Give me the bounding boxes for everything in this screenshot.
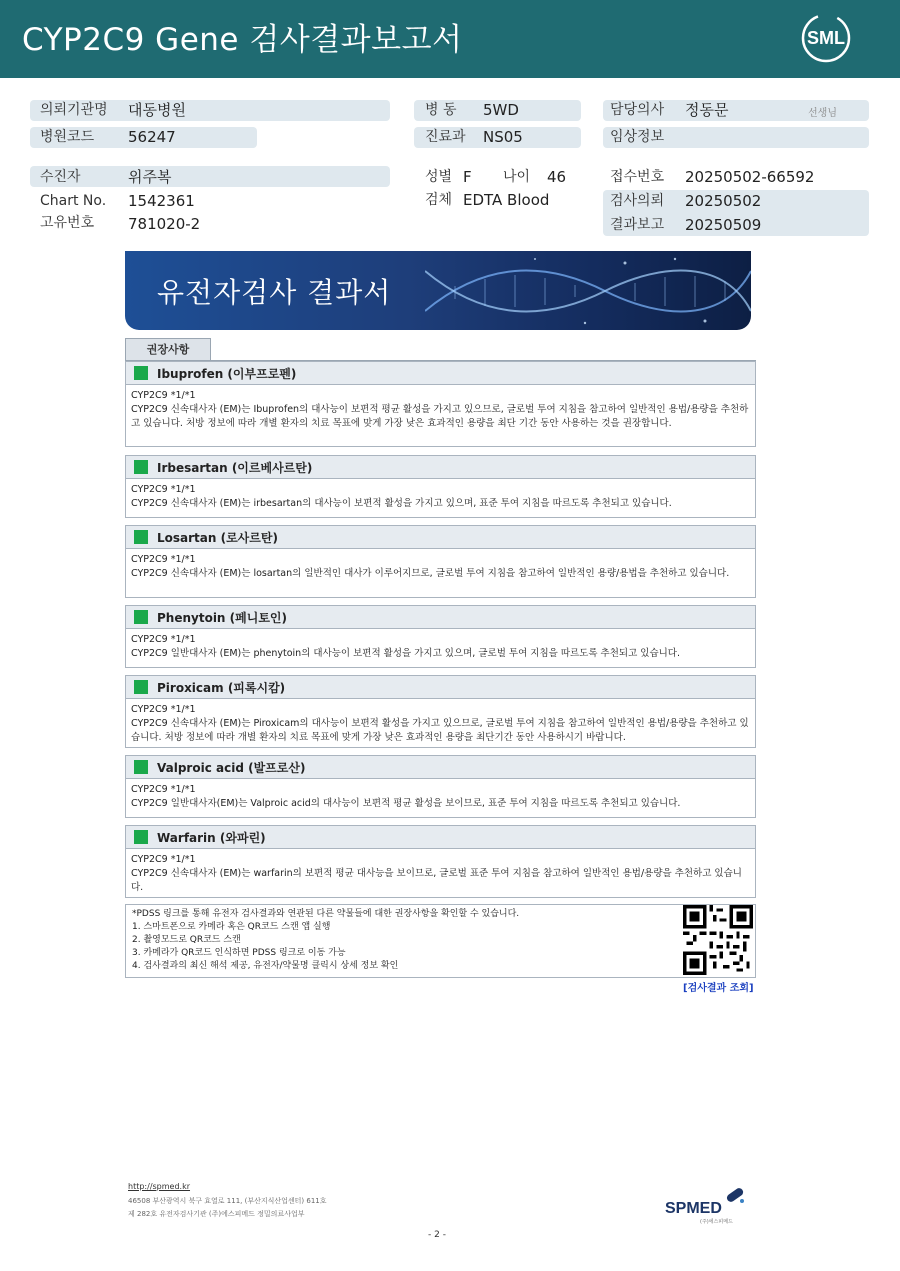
drug-name: Valproic acid (발프로산): [157, 761, 306, 775]
chart-value: 1542361: [128, 192, 195, 210]
result-lookup-link[interactable]: [검사결과 조회]: [683, 983, 754, 994]
footer-link[interactable]: http://spmed.kr: [128, 1182, 191, 1191]
doctor-label: 담당의사: [610, 102, 665, 118]
dept-label: 진료과: [425, 129, 466, 145]
request-value: 20250502: [685, 192, 762, 210]
drug-genotype: CYP2C9 *1/*1: [131, 854, 196, 865]
drug-marker-icon: [134, 680, 148, 694]
note-line: 1. 스마트폰으로 카메라 혹은 QR코드 스캔 앱 실행: [132, 922, 331, 932]
drug-marker-icon: [134, 610, 148, 624]
capsule-icon: [723, 1183, 747, 1207]
sex-label: 성별: [425, 169, 453, 185]
qr-code-icon[interactable]: [683, 905, 753, 975]
patient-row: [30, 166, 390, 187]
drug-genotype: CYP2C9 *1/*1: [131, 704, 196, 715]
dna-helix-icon: [425, 251, 751, 330]
drug-block-phenytoin: [125, 605, 756, 668]
specimen-value: EDTA Blood: [463, 191, 550, 209]
unique-label: 고유번호: [40, 215, 95, 231]
drug-block-warfarin: [125, 825, 756, 898]
age-value: 46: [547, 168, 567, 186]
drug-name: Ibuprofen (이부프로펜): [157, 367, 297, 381]
specimen-label: 검체: [425, 192, 453, 208]
age-label: 나이: [503, 169, 531, 185]
receipt-label: 접수번호: [610, 169, 665, 185]
tab-recommendations[interactable]: 권장사항: [125, 338, 211, 361]
drug-genotype: CYP2C9 *1/*1: [131, 390, 196, 401]
spmed-sub: (주)에스피메드: [700, 1219, 733, 1225]
ward-value: 5WD: [483, 101, 519, 119]
drug-block-ibuprofen: [125, 361, 756, 447]
drug-name: Irbesartan (이르베사르탄): [157, 461, 313, 475]
drug-genotype: CYP2C9 *1/*1: [131, 634, 196, 645]
receipt-value: 20250502-66592: [685, 168, 815, 186]
drug-recommendation: CYP2C9 신속대사자 (EM)는 Piroxicam의 대사능이 보편적 활성을 가지고 있으므로, 글로벌 투여 지침을 참고하여 일반적인 용법/용량을 추천하고 있습니다. 처방 정보에 따라 개별 환자의 치료 목표에 맞게 가장 낮은 효과적인 용량을 최단기간 동안 사용하시기 바랍니다.: [131, 718, 749, 743]
report-label: 결과보고: [610, 217, 665, 233]
drug-name: Losartan (로사르탄): [157, 531, 278, 545]
drug-marker-icon: [134, 460, 148, 474]
drug-marker-icon: [134, 760, 148, 774]
drug-genotype: CYP2C9 *1/*1: [131, 484, 196, 495]
drug-block-piroxicam: [125, 675, 756, 748]
result-banner: [125, 251, 751, 330]
sex-value: F: [463, 168, 472, 186]
report-title: CYP2C9 Gene 검사결과보고서: [22, 22, 463, 58]
drug-name: Phenytoin (페니토인): [157, 611, 287, 625]
drug-name: Warfarin (와파린): [157, 831, 266, 845]
drug-recommendation: CYP2C9 일반대사자 (EM)는 phenytoin의 대사능이 보편적 활성을 가지고 있으며, 글로벌 투여 지침을 따르도록 추천되고 있습니다.: [131, 648, 680, 659]
drug-genotype: CYP2C9 *1/*1: [131, 554, 196, 565]
sml-logo-text: SML: [807, 28, 845, 48]
drug-name: Piroxicam (피록시캄): [157, 681, 286, 695]
drug-recommendation: CYP2C9 신속대사자 (EM)는 Ibuprofen의 대사능이 보편적 평균 활성을 가지고 있으므로, 글로벌 투여 지침을 참고하여 일반적인 용법/용량을 추천하고 있습니다. 처방 정보에 따라 개별 환자의 치료 목표에 맞게 가장 낮은 효과적인 용량을 최단 기간 동안 사용하는 것을 권장합니다.: [131, 404, 749, 429]
clinical-label: 임상정보: [610, 129, 665, 145]
dept-value: NS05: [483, 128, 523, 146]
request-label: 검사의뢰: [610, 193, 665, 209]
drug-marker-icon: [134, 830, 148, 844]
pdss-note: [125, 904, 756, 978]
doctor-value: 정동문: [685, 101, 729, 119]
unique-value: 781020-2: [128, 215, 201, 233]
drug-block-losartan: [125, 525, 756, 598]
patient-label: 수진자: [40, 169, 81, 185]
chart-label: Chart No.: [40, 193, 107, 209]
institution-value: 대동병원: [128, 101, 186, 119]
report-value: 20250509: [685, 216, 762, 234]
sml-logo: [800, 12, 852, 64]
institution-label: 의뢰기관명: [40, 102, 108, 118]
footer-registration: 제 282호 유전자검사기관 (주)에스피메드 정밀의료사업부: [128, 1210, 305, 1218]
drug-recommendation: CYP2C9 신속대사자 (EM)는 irbesartan의 대사능이 보편적 활성을 가지고 있으며, 표준 투여 지침을 따르도록 추천되고 있습니다.: [131, 498, 672, 509]
note-line: 4. 검사결과의 최신 해석 제공, 유전자/약물명 클릭시 상세 정보 확인: [132, 961, 399, 971]
hospital-code-label: 병원코드: [40, 129, 95, 145]
drug-block-valproic-acid: [125, 755, 756, 818]
note-line: 3. 카메라가 QR코드 인식하면 PDSS 링크로 이동 가능: [132, 948, 346, 958]
drug-recommendation: CYP2C9 일반대사자(EM)는 Valproic acid의 대사능이 보편적 평균 활성을 보이므로, 표준 투여 지침을 따르도록 추천되고 있습니다.: [131, 798, 681, 809]
footer-address: 46508 부산광역시 북구 효열로 111, (부산지식산업센터) 611호: [128, 1197, 327, 1205]
note-line: *PDSS 링크를 통해 유전자 검사결과와 연관된 다른 약물들에 대한 권장사항을 확인할 수 있습니다.: [132, 909, 520, 919]
report-header: [0, 0, 900, 78]
doctor-suffix: 선생님: [808, 108, 837, 119]
drug-genotype: CYP2C9 *1/*1: [131, 784, 196, 795]
spmed-logo: SPMED: [665, 1200, 722, 1217]
drug-block-irbesartan: [125, 455, 756, 518]
drug-recommendation: CYP2C9 신속대사자 (EM)는 warfarin의 보편적 평균 대사능을 보이므로, 글로벌 표준 투여 지침을 참고하여 일반적인 용법/용량을 추천하고 있습니다.: [131, 868, 742, 893]
page-number: - 2 -: [428, 1230, 446, 1240]
drug-recommendation: CYP2C9 신속대사자 (EM)는 losartan의 일반적인 대사가 이루어지므로, 글로벌 투여 지침을 참고하여 일반적인 용량/용법을 추천하고 있습니다.: [131, 568, 730, 579]
patient-value: 위주복: [128, 168, 172, 186]
drug-marker-icon: [134, 530, 148, 544]
note-line: 2. 촬영모드로 QR코드 스캔: [132, 935, 241, 945]
ward-label: 병 동: [425, 102, 457, 118]
drug-marker-icon: [134, 366, 148, 380]
hospital-code-value: 56247: [128, 128, 176, 146]
banner-title: 유전자검사 결과서: [157, 276, 392, 309]
